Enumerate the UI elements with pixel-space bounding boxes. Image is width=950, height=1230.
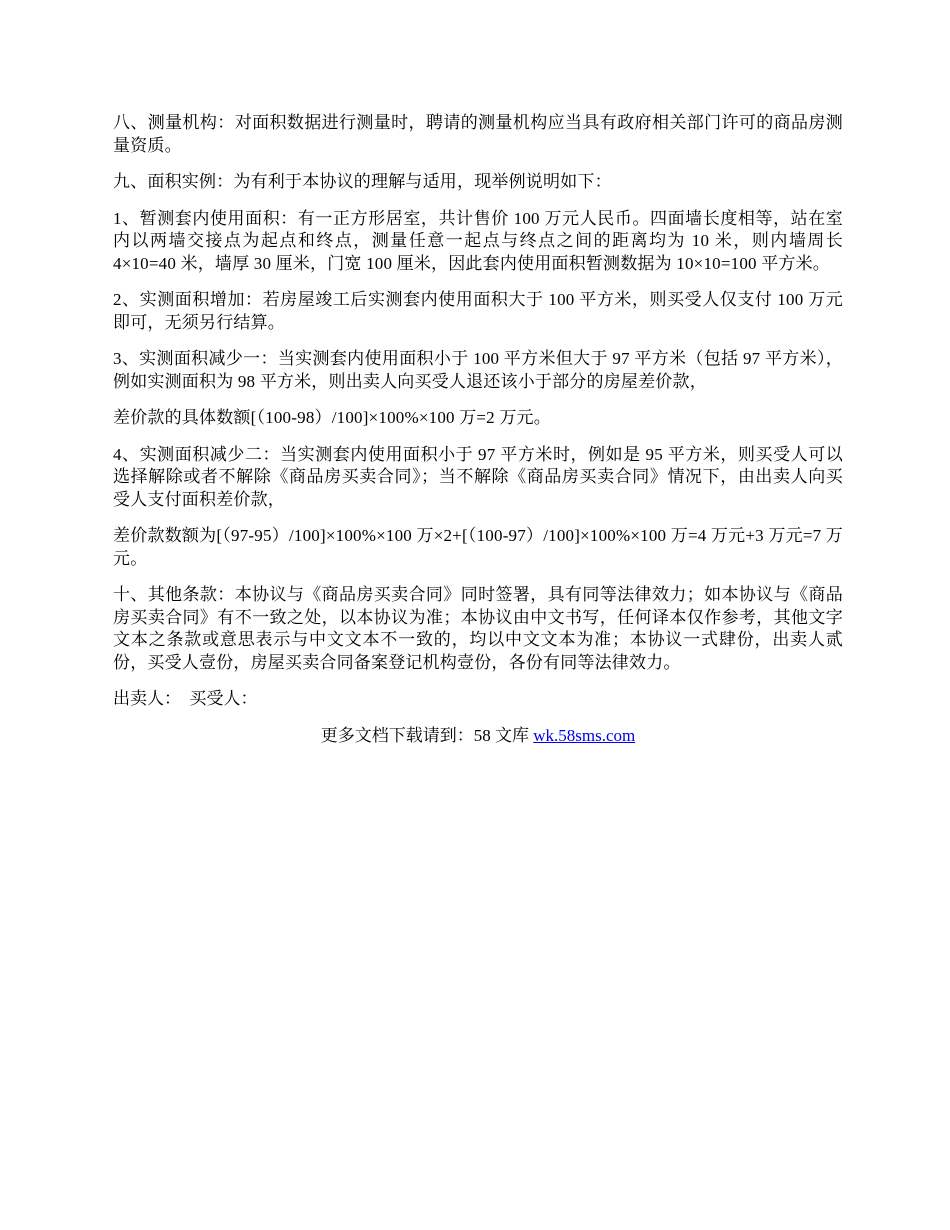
clause-8-measurement-agency: 八、测量机构：对面积数据进行测量时，聘请的测量机构应当具有政府相关部门许可的商品房测量资质。 xyxy=(113,113,843,155)
footer xyxy=(113,725,843,748)
example-2-area-increase: 2、实测面积增加：若房屋竣工后实测套内使用面积大于 100 平方米，则买受人仅支付 100 万元即可，无须另行结算。 xyxy=(113,290,843,332)
footer-text: 更多文档下载请到：58 文库 xyxy=(320,725,534,745)
example-1-provisional-area: 1、暂测套内使用面积：有一正方形居室，共计售价 100 万元人民币。四面墙长度相等，站在室内以两墙交接点为起点和终点，测量任意一起点与终点之间的距离均为 10 米，则内墙周长 4×10=40 米，墙厚 30 厘米，门宽 100 厘米，因此套内使用面积暂测数据为 10×10=100 平方米。 xyxy=(113,208,843,273)
example-4-price-difference: 差价款数额为[（97-95）/100]×100%×100 万×2+[（100-97）/100]×100%×100 万=4 万元+3 万元=7 万元。 xyxy=(113,526,843,568)
clause-9-area-example: 九、面积实例：为有利于本协议的理解与适用，现举例说明如下： xyxy=(113,172,612,191)
signature-line: 出卖人： 买受人： xyxy=(113,689,258,708)
footer-link[interactable]: wk.58sms.com xyxy=(533,725,636,745)
example-3-area-decrease-one: 3、实测面积减少一：当实测套内使用面积小于 100 平方米但大于 97 平方米（包括 97 平方米），例如实测面积为 98 平方米，则出卖人向买受人退还该小于部分的房屋差价款， xyxy=(113,349,843,391)
example-4-area-decrease-two: 4、实测面积减少二：当实测套内使用面积小于 97 平方米时，例如是 95 平方米，则买受人可以选择解除或者不解除《商品房买卖合同》；当不解除《商品房买卖合同》情况下，由出卖人向买受人支付面积差价款， xyxy=(113,444,843,509)
clause-10-other-terms: 十、其他条款：本协议与《商品房买卖合同》同时签署，具有同等法律效力；如本协议与《商品房买卖合同》有不一致之处，以本协议为准；本协议由中文书写，任何译本仅作参考，其他文字文本之条款或意思表示与中文文本不一致的，均以中文文本为准；本协议一式肆份，出卖人贰份，买受人壹份，房屋买卖合同备案登记机构壹份，各份有同等法律效力。 xyxy=(113,585,843,672)
example-3-price-difference: 差价款的具体数额[（100-98）/100]×100%×100 万=2 万元。 xyxy=(113,408,551,427)
document-page xyxy=(113,112,843,747)
